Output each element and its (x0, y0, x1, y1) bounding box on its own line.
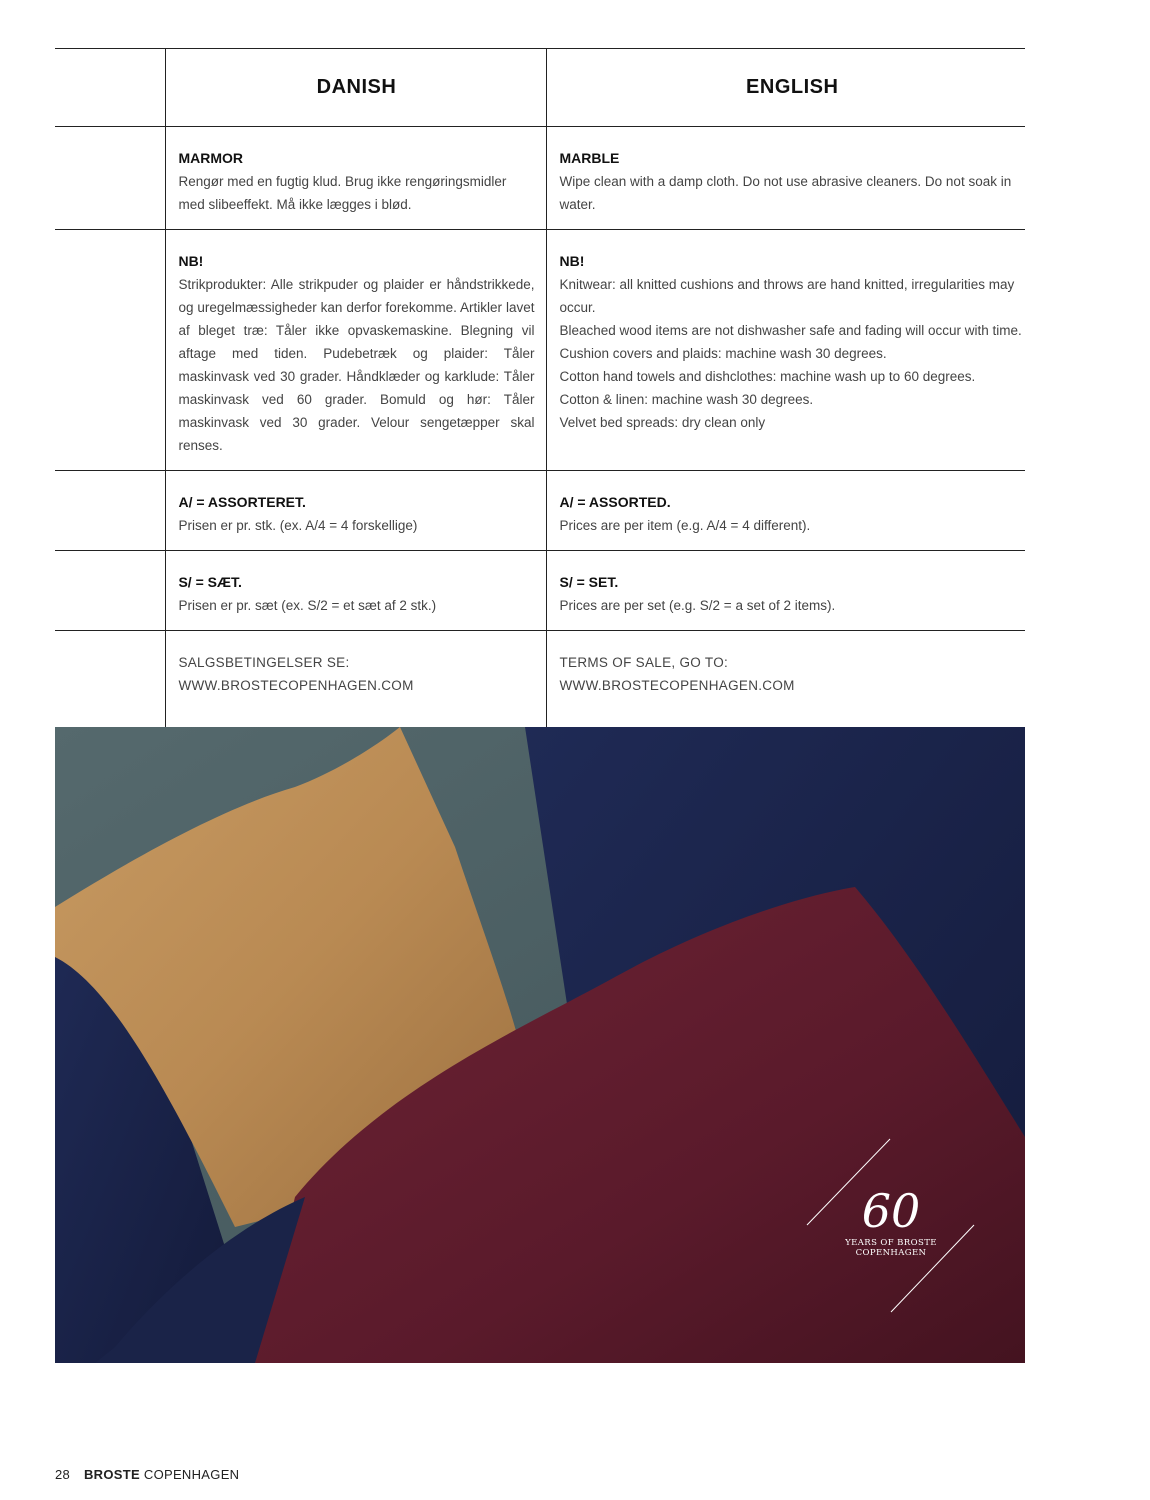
section-title: A/ = ASSORTED. (559, 494, 671, 510)
section-title: S/ = SÆT. (178, 574, 242, 590)
cushions-photo (55, 727, 1025, 1363)
text-line: Bleached wood items are not dishwasher safe and fading will occur with time. (559, 323, 1022, 338)
badge-line1: YEARS OF BROSTE (845, 1238, 937, 1248)
terms-line: TERMS OF SALE, GO TO: (559, 655, 729, 670)
terms-line: SALGSBETINGELSER SE: (178, 655, 350, 670)
table-row-marble (55, 127, 1025, 230)
section-title: MARBLE (559, 150, 620, 166)
danish-cell (166, 631, 547, 727)
badge-number: 60 (861, 1184, 921, 1238)
section-title: NB! (178, 253, 204, 269)
text-line: Cushion covers and plaids: machine wash 30 degrees. (559, 346, 887, 361)
table-row-assorted (55, 471, 1025, 551)
section-text: Prices are per item (e.g. A/4 = 4 different). (559, 518, 811, 533)
terms-link[interactable]: WWW.BROSTECOPENHAGEN.COM (178, 678, 414, 693)
page-number: 28 (55, 1467, 71, 1482)
terms-link[interactable]: WWW.BROSTECOPENHAGEN.COM (559, 678, 795, 693)
section-text (559, 273, 1025, 434)
section-text: Prices are per set (e.g. S/2 = a set of 2 items). (559, 598, 836, 613)
section-text: Rengør med en fugtig klud. Brug ikke rengøringsmidler med slibeeffekt. Må ikke lægges i blød. (178, 174, 507, 212)
danish-cell (166, 551, 547, 630)
section-title: NB! (559, 253, 585, 269)
section-text: Strikprodukter: Alle strikpuder og plaider er håndstrikkede, og uregelmæssigheder kan derfor forekomme. Artikler lavet af bleget træ: Tåler ikke opvaskemaskine. Blegning vil aftage med tiden. Pudebetræk og plaider: Tåler maskinvask ved 30 grader. Håndklæder og karklude: Tåler maskinvask ved 60 grader. Bomuld og hør: Tåler maskinvask ved 30 grader. Velour sengetæpper skal renses. (178, 277, 535, 453)
section-text: Wipe clean with a damp cloth. Do not use abrasive cleaners. Do not soak in water. (559, 174, 1012, 212)
text-line: Velvet bed spreads: dry clean only (559, 415, 766, 430)
brand-bold: BROSTE (83, 1467, 140, 1482)
text-line: Cotton & linen: machine wash 30 degrees. (559, 392, 814, 407)
care-instructions-table (55, 48, 1025, 728)
cushions-illustration (55, 727, 1025, 1363)
brand-light: COPENHAGEN (143, 1467, 240, 1482)
table-row-terms (55, 631, 1025, 727)
danish-cell (166, 230, 547, 470)
danish-cell (166, 127, 547, 229)
table-row-nb (55, 230, 1025, 471)
section-title: S/ = SET. (559, 574, 619, 590)
text-line: Cotton hand towels and dishclothes: machine wash up to 60 degrees. (559, 369, 976, 384)
table-row-set (55, 551, 1025, 631)
table-header-row (55, 49, 1025, 127)
section-title: MARMOR (178, 150, 243, 166)
empty-column-cell (55, 49, 166, 126)
section-title: A/ = ASSORTERET. (178, 494, 306, 510)
section-text: Prisen er pr. stk. (ex. A/4 = 4 forskellige) (178, 518, 418, 533)
section-text: Prisen er pr. sæt (ex. S/2 = et sæt af 2 stk.) (178, 598, 437, 613)
badge-line2: COPENHAGEN (855, 1248, 927, 1258)
header-danish: DANISH (166, 49, 547, 126)
english-cell (547, 230, 1025, 470)
english-cell (547, 127, 1025, 229)
text-line: Knitwear: all knitted cushions and throws are hand knitted, irregularities may occur. (559, 277, 1015, 315)
page-footer (55, 1467, 239, 1482)
header-english: ENGLISH (746, 76, 839, 98)
english-cell (547, 551, 1025, 630)
english-cell (547, 471, 1025, 550)
danish-cell (166, 471, 547, 550)
english-cell (547, 631, 1025, 727)
